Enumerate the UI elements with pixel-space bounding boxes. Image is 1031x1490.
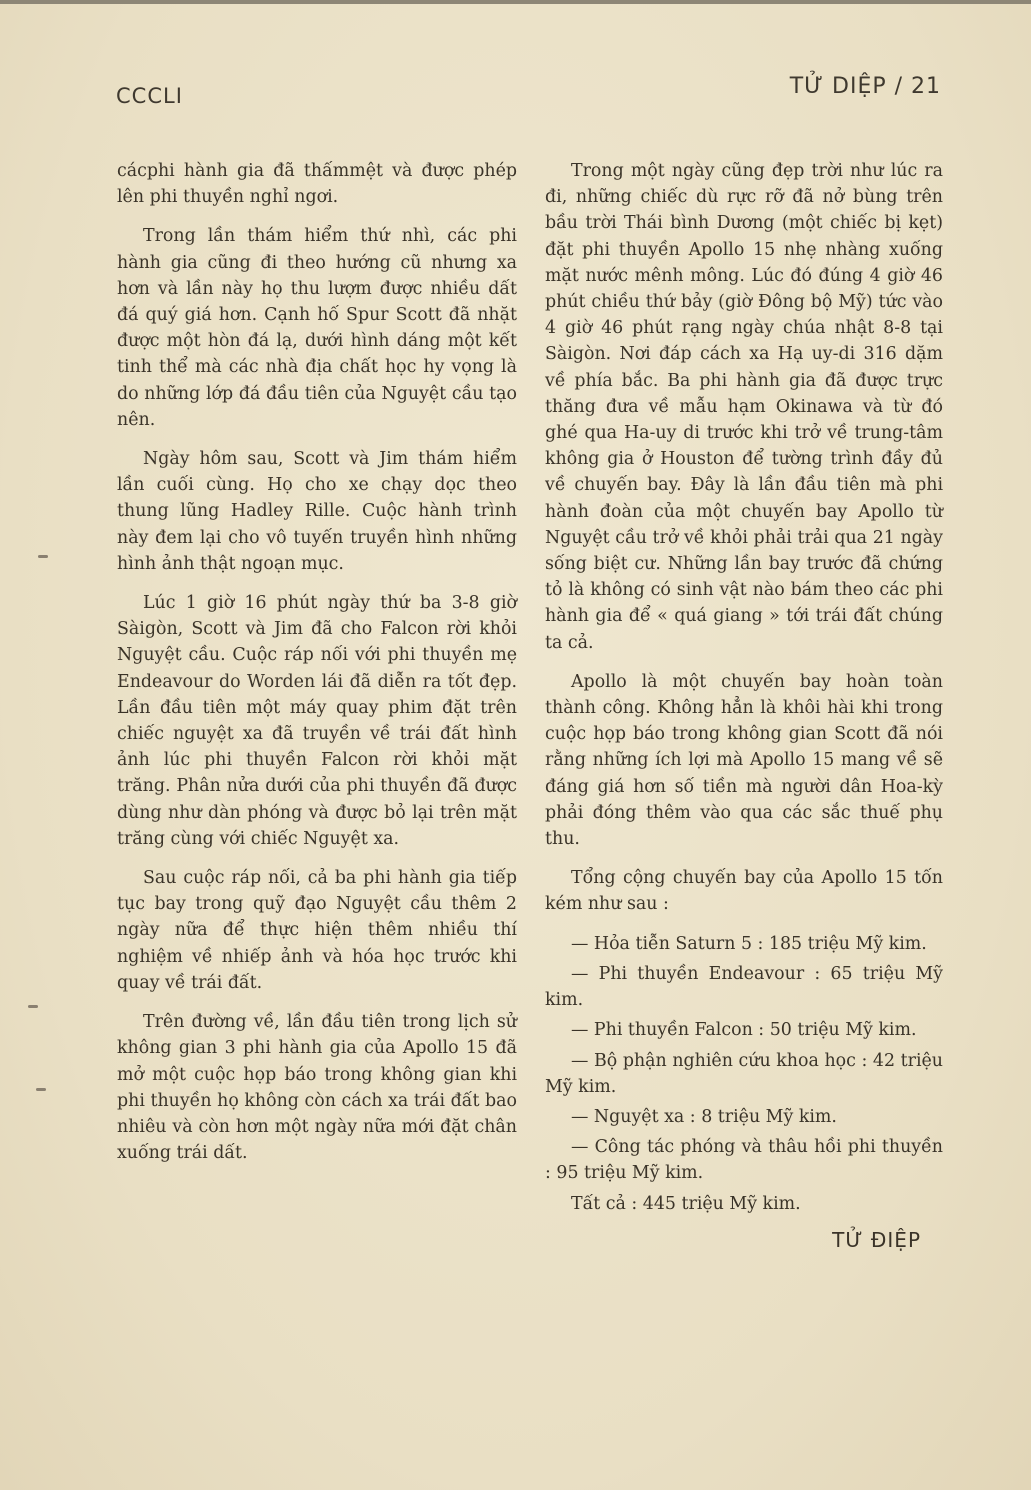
- right-column: [545, 158, 943, 1253]
- paragraph: Trên đường về, lần đầu tiên trong lịch sử không gian 3 phi hành gia của Apollo 15 đã mở một cuộc họp báo trong không gian khi phi thuyền họ không còn cách xa trái đất bao nhiêu và còn hơn một ngày nữa mới đặt chân xuống trái dất.: [117, 1012, 517, 1164]
- paragraph: Trong lần thám hiểm thứ nhì, các phi hành gia cũng đi theo hướng cũ nhưng xa hơn và lần này họ thu lượm được nhiều dất đá quý giá hơn. Cạnh hố Spur Scott đã nhặt được một hòn đá lạ, dưới hình dáng một kết tinh thể mà các nhà địa chất học hy vọng là do những lớp đá đầu tiên của Nguyệt cầu tạo nên.: [117, 226, 517, 430]
- cost-item: — Bộ phận nghiên cứu khoa học : 42 triệu Mỹ kim.: [545, 1050, 943, 1097]
- margin-mark: [28, 1005, 38, 1008]
- paragraph: Trong một ngày cũng đẹp trời như lúc ra đi, những chiếc dù rực rỡ đã nở bùng trên bầu trời Thái bình Dương (một chiếc bị kẹt) đặt phi thuyền Apollo 15 nhẹ nhàng xuống mặt nước mênh mông. Lúc đó đúng 4 giờ 46 phút chiều thứ bảy (giờ Đông bộ Mỹ) tức vào 4 giờ 46 phút rạng ngày chúa nhật 8-8 tại Sàigòn. Nơi đáp cách xa Hạ uy-di 316 dặm về phía bắc. Ba phi hành gia đã được trực thăng đưa về mẫu hạm Okinawa và từ đó ghé qua Ha-uy di trước khi trở về trung-tâm không gia ở Houston để tường trình đầy đủ về chuyến bay. Đây là lần đầu tiên mà phi hành đoàn của một chuyến bay Apollo từ Nguyệt cầu trở về khỏi phải trải qua 21 ngày sống biệt cư. Những lần bay trước đã chứng tỏ là không có sinh vật nào bám theo các phi hành gia để « quá giang » tới trái đất chúng ta cả.: [545, 161, 943, 653]
- margin-mark: [36, 1088, 46, 1091]
- cost-item: — Hỏa tiễn Saturn 5 : 185 triệu Mỹ kim.: [571, 933, 927, 954]
- author-signature: TỬ ĐIỆP: [832, 1227, 921, 1252]
- paragraph: Sau cuộc ráp nối, cả ba phi hành gia tiếp tục bay trong quỹ đạo Nguyệt cầu thêm 2 ngày nữa để thực hiện thêm nhiều thí nghiệm về nhiếp ảnh và hóa học trước khi quay về trái đất.: [117, 868, 517, 993]
- top-border: [0, 0, 1031, 4]
- paragraph: Tổng cộng chuyến bay của Apollo 15 tốn kém như sau :: [545, 868, 943, 915]
- page-section-label: CCCLI: [116, 84, 183, 108]
- cost-item: — Nguyệt xa : 8 triệu Mỹ kim.: [571, 1106, 837, 1127]
- cost-total: Tất cả : 445 triệu Mỹ kim.: [571, 1193, 801, 1214]
- paragraph: Lúc 1 giờ 16 phút ngày thứ ba 3-8 giờ Sàigòn, Scott và Jim đã cho Falcon rời khỏi Nguyệt cầu. Cuộc ráp nối với phi thuyền mẹ Endeavour do Worden lái đã diễn ra tốt đẹp. Lần đầu tiên một máy quay phim đặt trên chiếc nguyệt xa đã truyền về trái đất hình ảnh lúc phi thuyền Falcon rời khỏi mặt trăng. Phân nửa dưới của phi thuyền đã được dùng như dàn phóng và được bỏ lại trên mặt trăng cùng với chiếc Nguyệt xa.: [117, 593, 517, 849]
- cost-item: — Công tác phóng và thâu hồi phi thuyền : 95 triệu Mỹ kim.: [545, 1137, 943, 1184]
- left-column: [117, 158, 517, 1179]
- cost-item: — Phi thuyền Endeavour : 65 triệu Mỹ kim.: [545, 963, 943, 1011]
- cost-item: — Phi thuyền Falcon : 50 triệu Mỹ kim.: [571, 1020, 917, 1041]
- margin-mark: [38, 555, 48, 558]
- paragraph: cácphi hành gia đã thấmmệt và được phép lên phi thuyền nghỉ ngơi.: [117, 161, 517, 208]
- page-author-number: TỬ DIỆP / 21: [789, 74, 941, 99]
- paragraph: Apollo là một chuyến bay hoàn toàn thành công. Không hẳn là khôi hài khi trong cuộc họp báo trong không gian Scott đã nói rằng những ích lợi mà Apollo 15 mang về sẽ đáng giá hơn số tiền mà người dân Hoa-kỳ phải đóng thêm vào qua các sắc thuế phụ thu.: [545, 671, 943, 850]
- paragraph: Ngày hôm sau, Scott và Jim thám hiểm lần cuối cùng. Họ cho xe chạy dọc theo thung lũng Hadley Rille. Cuộc hành trình này đem lại cho vô tuyến truyền hình những hình ảnh thật ngoạn mục.: [117, 449, 517, 574]
